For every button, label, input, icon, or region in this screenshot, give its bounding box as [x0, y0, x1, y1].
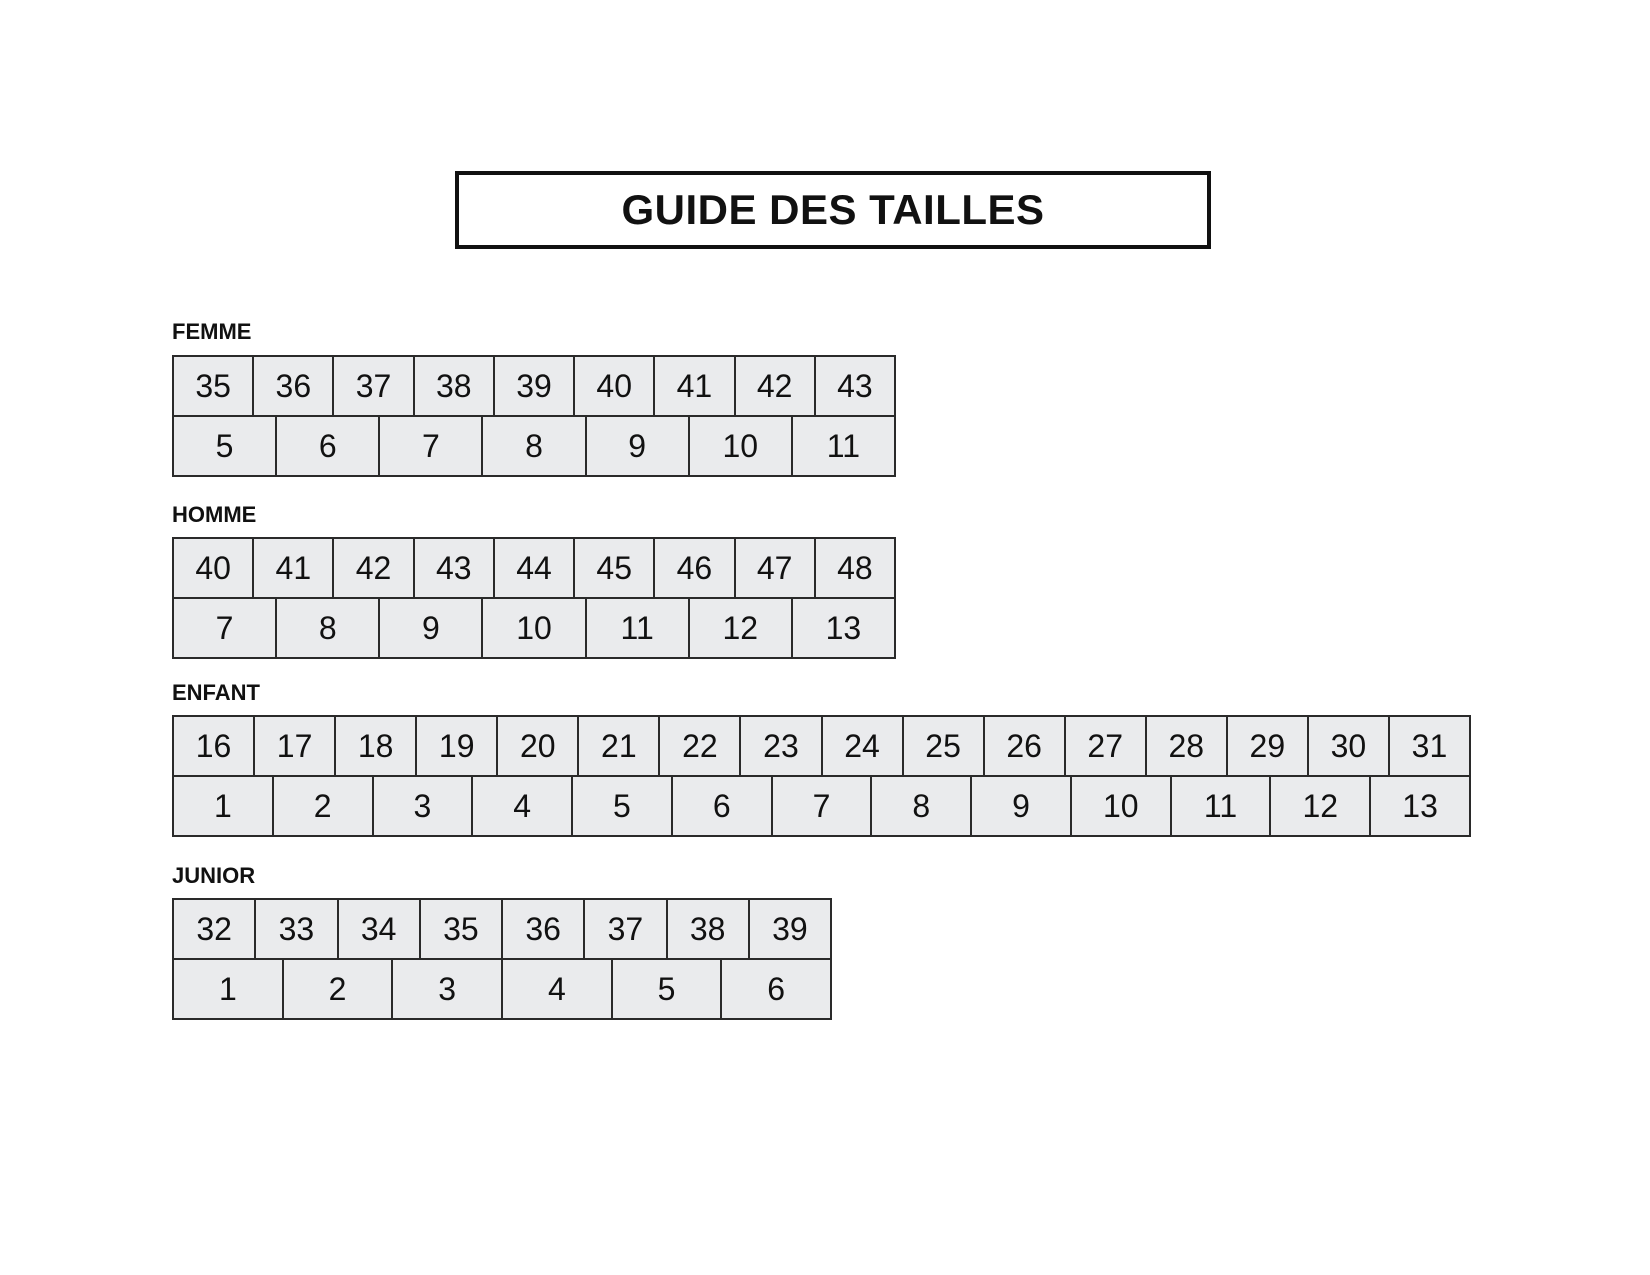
us-size-cell: 12 — [688, 599, 791, 657]
eu-size-row — [174, 539, 894, 597]
us-size-cell: 12 — [1269, 777, 1369, 835]
us-size-cell: 13 — [1369, 777, 1469, 835]
eu-size-cell: 19 — [415, 717, 496, 775]
us-size-cell: 10 — [481, 599, 584, 657]
eu-size-cell: 30 — [1307, 717, 1388, 775]
eu-size-cell: 41 — [653, 357, 733, 415]
us-size-cell: 5 — [571, 777, 671, 835]
eu-size-cell: 39 — [748, 900, 830, 958]
page-title: GUIDE DES TAILLES — [455, 171, 1211, 249]
section-label-femme: FEMME — [172, 319, 252, 344]
us-size-cell: 7 — [174, 599, 275, 657]
size-table-junior — [172, 898, 832, 1020]
us-size-cell: 10 — [1070, 777, 1170, 835]
us-size-cell: 9 — [970, 777, 1070, 835]
eu-size-cell: 20 — [496, 717, 577, 775]
eu-size-cell: 40 — [174, 539, 252, 597]
eu-size-cell: 25 — [902, 717, 983, 775]
us-size-cell: 7 — [771, 777, 871, 835]
eu-size-cell: 35 — [174, 357, 252, 415]
us-size-cell: 3 — [391, 960, 501, 1018]
eu-size-row — [174, 900, 830, 958]
us-size-cell: 1 — [174, 960, 282, 1018]
eu-size-cell: 21 — [577, 717, 658, 775]
eu-size-cell: 42 — [734, 357, 814, 415]
us-size-cell: 9 — [585, 417, 688, 475]
eu-size-cell: 31 — [1388, 717, 1469, 775]
eu-size-cell: 35 — [419, 900, 501, 958]
eu-size-cell: 38 — [666, 900, 748, 958]
eu-size-cell: 43 — [814, 357, 894, 415]
eu-size-cell: 26 — [983, 717, 1064, 775]
eu-size-cell: 22 — [658, 717, 739, 775]
section-label-junior: JUNIOR — [172, 863, 256, 888]
us-size-cell: 6 — [275, 417, 378, 475]
us-size-row — [174, 597, 894, 657]
eu-size-cell: 38 — [413, 357, 493, 415]
us-size-row — [174, 775, 1469, 835]
us-size-cell: 2 — [272, 777, 372, 835]
us-size-cell: 11 — [1170, 777, 1270, 835]
eu-size-cell: 36 — [252, 357, 332, 415]
eu-size-cell: 17 — [253, 717, 334, 775]
us-size-cell: 6 — [671, 777, 771, 835]
us-size-cell: 8 — [275, 599, 378, 657]
eu-size-cell: 16 — [174, 717, 253, 775]
section-label-enfant: ENFANT — [172, 680, 260, 705]
us-size-cell: 13 — [791, 599, 894, 657]
us-size-cell: 11 — [585, 599, 688, 657]
us-size-cell: 3 — [372, 777, 472, 835]
eu-size-cell: 46 — [653, 539, 733, 597]
us-size-cell: 8 — [481, 417, 584, 475]
eu-size-cell: 37 — [583, 900, 665, 958]
eu-size-cell: 43 — [413, 539, 493, 597]
us-size-cell: 2 — [282, 960, 392, 1018]
eu-size-cell: 28 — [1145, 717, 1226, 775]
us-size-cell: 4 — [471, 777, 571, 835]
eu-size-cell: 33 — [254, 900, 336, 958]
eu-size-cell: 44 — [493, 539, 573, 597]
us-size-cell: 8 — [870, 777, 970, 835]
eu-size-cell: 32 — [174, 900, 254, 958]
us-size-cell: 11 — [791, 417, 894, 475]
eu-size-cell: 48 — [814, 539, 894, 597]
eu-size-cell: 42 — [332, 539, 412, 597]
us-size-row — [174, 958, 830, 1018]
eu-size-row — [174, 357, 894, 415]
eu-size-cell: 36 — [501, 900, 583, 958]
eu-size-cell: 24 — [821, 717, 902, 775]
eu-size-cell: 34 — [337, 900, 419, 958]
eu-size-cell: 40 — [573, 357, 653, 415]
eu-size-cell: 45 — [573, 539, 653, 597]
size-table-homme — [172, 537, 896, 659]
us-size-cell: 5 — [611, 960, 721, 1018]
us-size-cell: 5 — [174, 417, 275, 475]
us-size-cell: 9 — [378, 599, 481, 657]
section-label-homme: HOMME — [172, 502, 257, 527]
size-table-femme — [172, 355, 896, 477]
eu-size-cell: 23 — [739, 717, 820, 775]
us-size-cell: 10 — [688, 417, 791, 475]
eu-size-row — [174, 717, 1469, 775]
eu-size-cell: 18 — [334, 717, 415, 775]
us-size-row — [174, 415, 894, 475]
us-size-cell: 6 — [720, 960, 830, 1018]
us-size-cell: 4 — [501, 960, 611, 1018]
eu-size-cell: 39 — [493, 357, 573, 415]
eu-size-cell: 27 — [1064, 717, 1145, 775]
us-size-cell: 1 — [174, 777, 272, 835]
eu-size-cell: 29 — [1226, 717, 1307, 775]
size-table-enfant — [172, 715, 1471, 837]
us-size-cell: 7 — [378, 417, 481, 475]
eu-size-cell: 41 — [252, 539, 332, 597]
eu-size-cell: 37 — [332, 357, 412, 415]
eu-size-cell: 47 — [734, 539, 814, 597]
